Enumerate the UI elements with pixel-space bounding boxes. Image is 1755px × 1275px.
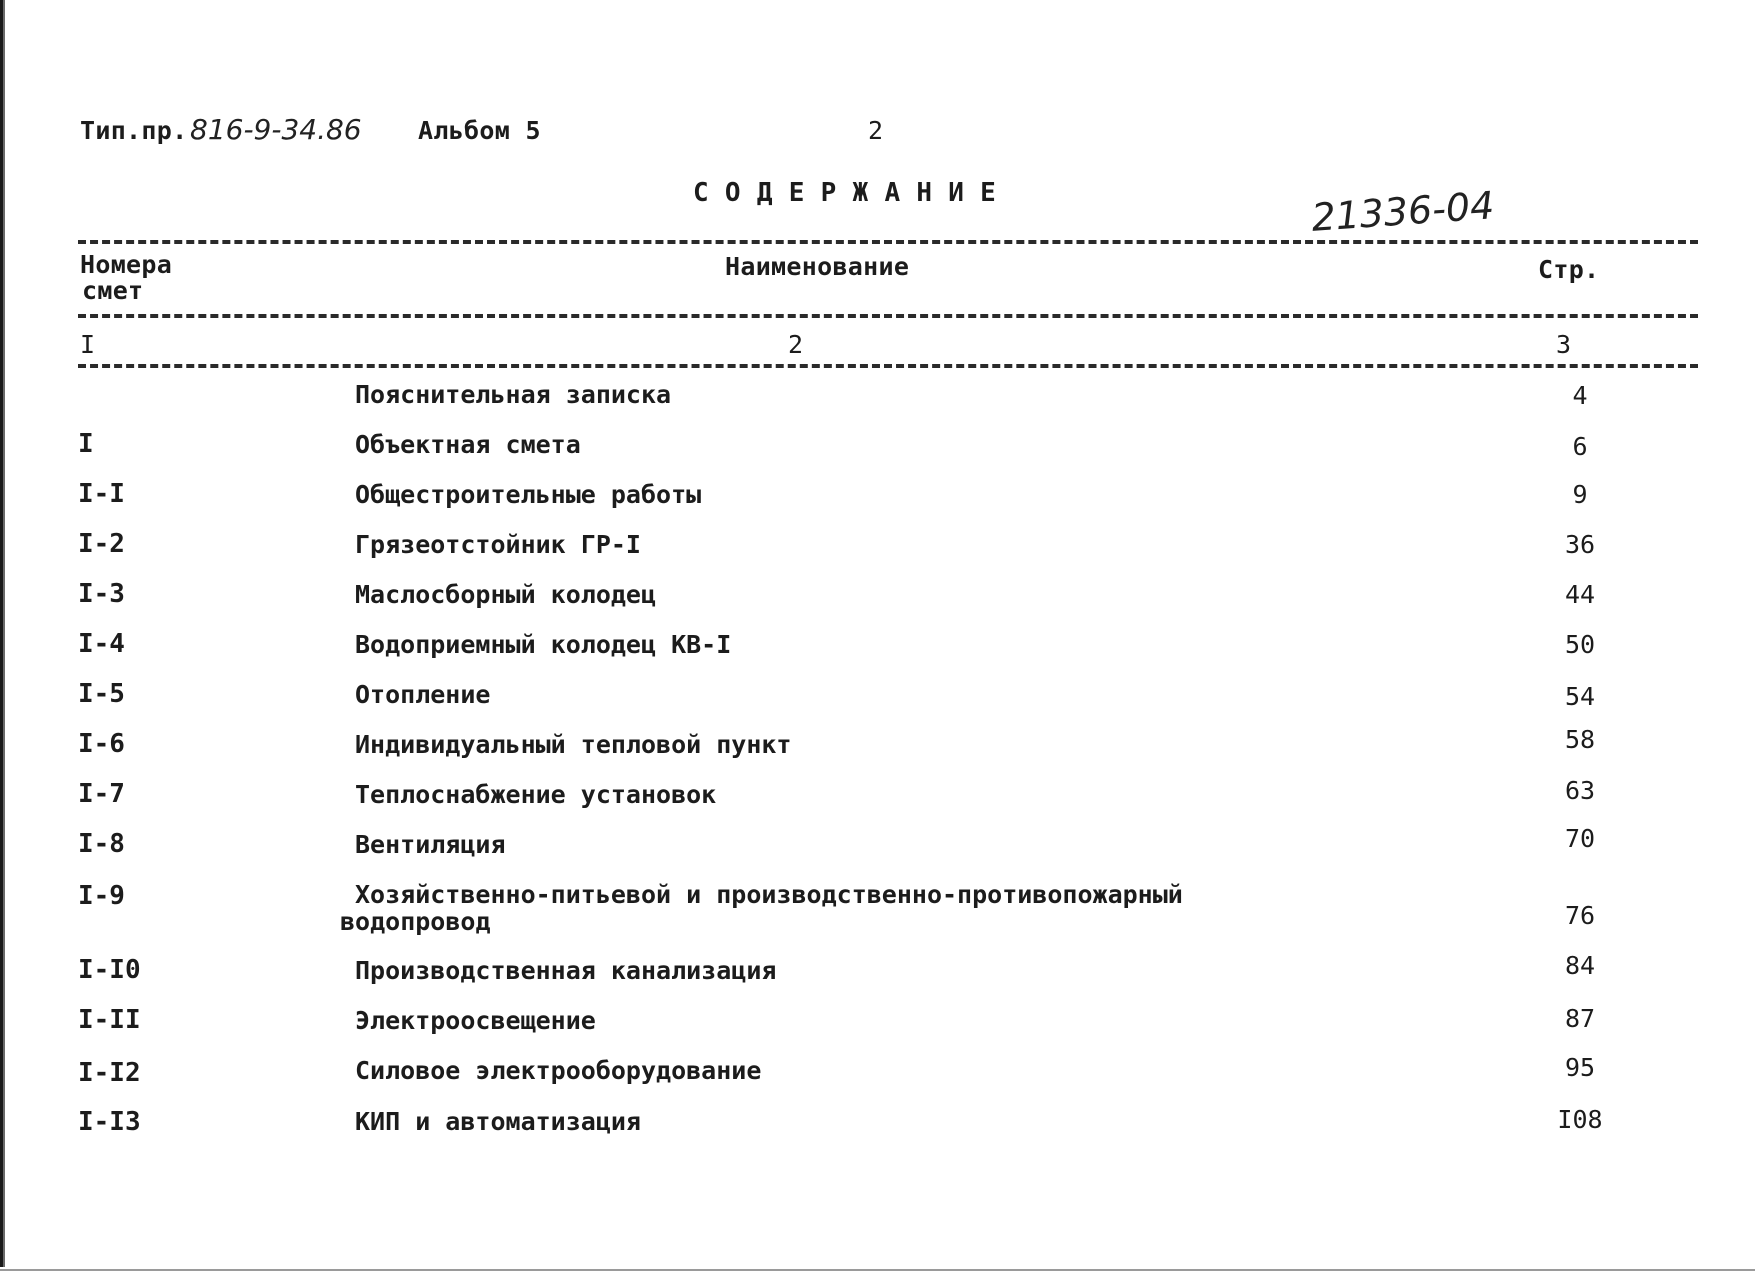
- row-name: Пояснительная записка: [355, 380, 672, 409]
- row-number: I-6: [78, 729, 125, 759]
- row-name: Электроосвещение: [355, 1006, 596, 1035]
- page-number: 2: [868, 116, 884, 145]
- row-page: 50: [1564, 630, 1596, 659]
- row-name: Силовое электрооборудование: [355, 1056, 762, 1085]
- project-number: 816-9-34.86: [190, 113, 362, 146]
- row-number: I-I0: [78, 955, 141, 985]
- row-number: I-5: [78, 679, 125, 709]
- row-name: Производственная канализация: [355, 956, 777, 985]
- col-header-name: Наименование: [725, 252, 910, 281]
- scan-bottom-edge: [0, 1267, 1755, 1275]
- row-number: I-9: [78, 881, 125, 911]
- row-number: I-7: [78, 779, 125, 809]
- col-header-page: Стр.: [1538, 255, 1600, 284]
- row-page: 87: [1564, 1004, 1596, 1033]
- row-number: I-4: [78, 629, 125, 659]
- table-header-rule: [78, 314, 1698, 318]
- row-number: I: [78, 429, 94, 459]
- row-name: Грязеотстойник ГР-I: [355, 530, 641, 559]
- col-index-page: 3: [1556, 330, 1572, 359]
- table-top-rule: [78, 240, 1698, 244]
- row-page: 4: [1572, 381, 1588, 410]
- row-page: 70: [1564, 824, 1596, 853]
- col-index-number: I: [80, 330, 96, 359]
- table-index-rule: [78, 364, 1698, 368]
- row-number: I-2: [78, 529, 125, 559]
- row-page: 58: [1564, 725, 1596, 754]
- document-title: С О Д Е Р Ж А Н И Е: [693, 178, 997, 208]
- row-name: КИП и автоматизация: [355, 1107, 641, 1136]
- row-name-continuation: водопровод: [340, 907, 491, 936]
- project-prefix: Тип.пр.: [80, 116, 188, 145]
- row-number: I-3: [78, 579, 125, 609]
- col-header-number-line1: Номера: [80, 250, 173, 279]
- row-name: Объектная смета: [355, 430, 581, 459]
- row-page: I08: [1557, 1105, 1603, 1134]
- album-label: Альбом 5: [418, 116, 541, 145]
- row-page: 63: [1564, 776, 1596, 805]
- row-page: 9: [1572, 480, 1588, 509]
- col-header-number-line2: смет: [82, 276, 144, 305]
- col-index-name: 2: [788, 330, 804, 359]
- row-name: Вентиляция: [355, 830, 506, 859]
- inventory-number: 21336-04: [1310, 183, 1496, 240]
- scan-left-edge: [0, 0, 10, 1275]
- row-name: Водоприемный колодец КВ-I: [355, 630, 732, 659]
- row-page: 76: [1564, 901, 1596, 930]
- row-page: 84: [1564, 951, 1596, 980]
- row-number: I-II: [78, 1005, 141, 1035]
- row-name: Отопление: [355, 680, 491, 709]
- row-page: 36: [1564, 530, 1596, 559]
- row-name: Теплоснабжение установок: [355, 780, 717, 809]
- row-page: 44: [1564, 580, 1596, 609]
- row-number: I-I: [78, 479, 125, 509]
- row-number: I-I3: [78, 1107, 141, 1137]
- row-name: Индивидуальный тепловой пункт: [355, 730, 792, 759]
- row-name: Хозяйственно-питьевой и производственно-противопожарный: [355, 880, 1183, 909]
- row-page: 6: [1572, 432, 1588, 461]
- row-number: I-I2: [78, 1058, 141, 1088]
- row-number: I-8: [78, 829, 125, 859]
- row-page: 54: [1564, 682, 1596, 711]
- row-name: Общестроительные работы: [355, 480, 702, 509]
- row-page: 95: [1564, 1053, 1596, 1082]
- row-name: Маслосборный колодец: [355, 580, 657, 609]
